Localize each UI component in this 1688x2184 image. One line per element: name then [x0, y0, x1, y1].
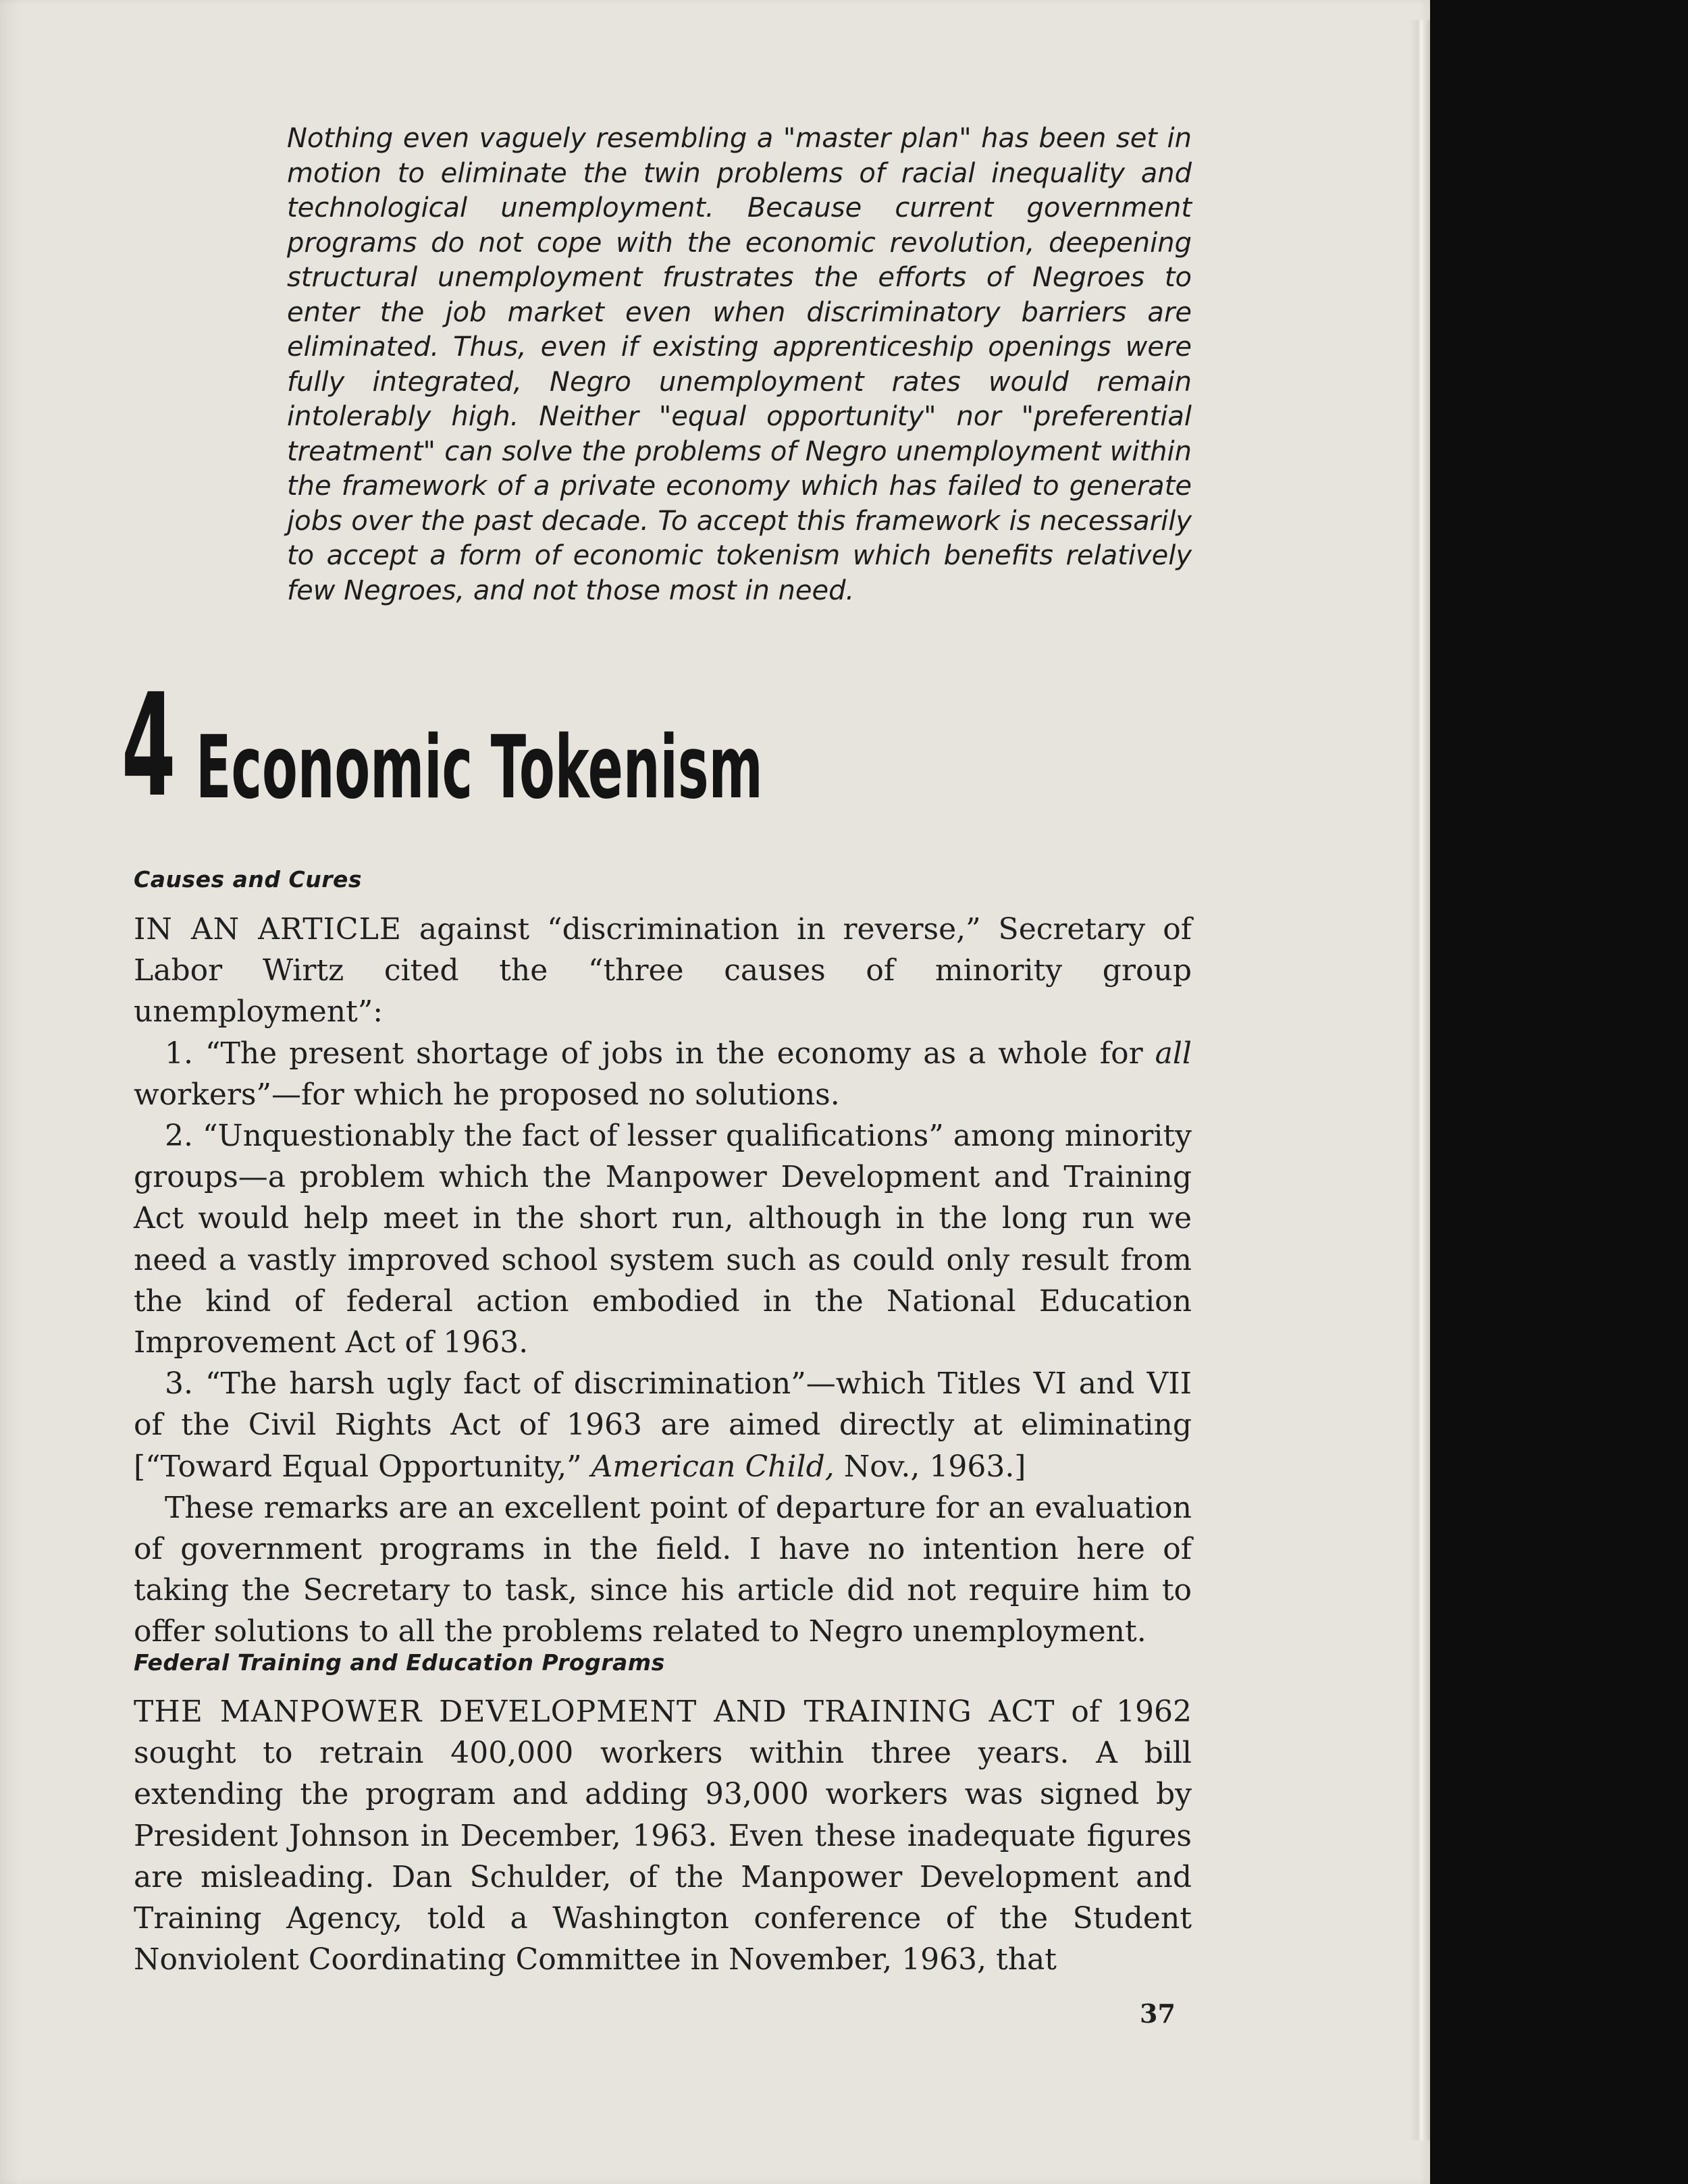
- spine-shadow: [0, 0, 20, 2184]
- chapter-title: Economic Tokenism: [196, 718, 763, 818]
- paragraph-1: [134, 909, 1192, 1033]
- page-edge: [1410, 20, 1430, 2140]
- chapter-heading: [122, 663, 1140, 828]
- paragraph-text: Nov., 1963.]: [834, 1449, 1026, 1484]
- section-heading-federal: Federal Training and Education Programs: [134, 1649, 665, 1676]
- chapter-number: 4: [122, 663, 176, 828]
- paragraph-cause-2: 2. “Unquestionably the fact of lesser qualifications” among minority groups—a problem which the Manpower Development and Training Act would help meet in the short run, although in the long run we need a vastly improved school system such as could only result from the kind of federal action embodied in the National Education Improvement Act of 1963.: [134, 1119, 1192, 1360]
- paragraph-remarks: These remarks are an excellent point of departure for an evaluation of government programs in the field. I have no intention here of taking the Secretary to task, since his article did not require him to offer solutions to all the problems related to Negro unemployment.: [134, 1490, 1192, 1649]
- paragraph-lead-words: THE MANPOWER DEVELOPMENT AND TRAINING ACT: [134, 1695, 1055, 1729]
- intro-paragraph: Nothing even vaguely resembling a "master plan" has been set in motion to eliminate the twin problems of racial inequality and technological unemployment. Because current government programs do not cope with the economic revolution, deepening structural unemployment frustrates the efforts of Negroes to enter the job market even when discriminatory barriers are eliminated. Thus, even if existing apprenticeship openings were fully integrated, Negro unemployment rates would remain intolerably high. Neither "equal opportunity" nor "preferential treatment" can solve the problems of Negro unemployment within the framework of a private economy which has failed to generate jobs over the past decade. To accept this framework is necessarily to accept a form of economic tokenism which benefits relatively few Negroes, and not those most in need.: [287, 123, 1192, 606]
- section-body-federal: [134, 1691, 1192, 1980]
- paragraph-cause-3: [134, 1363, 1192, 1487]
- paragraph-text: against “discrimination in reverse,” Secretary of Labor Wirtz cited the “three causes of minority group unemployment”:: [134, 912, 1192, 1030]
- page-number: 37: [1140, 1998, 1176, 2029]
- emphasis-text: all: [1155, 1036, 1192, 1071]
- emphasis-text: American Child,: [591, 1449, 835, 1484]
- paragraph-text: workers”—for which he proposed no solutions.: [134, 1077, 840, 1112]
- section-body-causes: [134, 909, 1192, 1653]
- paragraph-text: 3. “The harsh ugly fact of discrimination”—which Titles VI and VII of the Civil Rights Act of 1963 are aimed directly at eliminating [“Toward Equal Opportunity,”: [134, 1366, 1192, 1484]
- section-heading-causes: Causes and Cures: [134, 866, 363, 893]
- paragraph-manpower: [134, 1691, 1192, 1980]
- paragraph-lead-words: IN AN ARTICLE: [134, 912, 402, 947]
- paragraph-cause-1: [134, 1033, 1192, 1115]
- paragraph-text: 1. “The present shortage of jobs in the economy as a whole for: [165, 1036, 1155, 1071]
- paragraph-text: of 1962 sought to retrain 400,000 workers within three years. A bill extending the program and adding 93,000 workers was signed by President Johnson in December, 1963. Even these inadequate figures are misleading. Dan Schulder, of the Manpower Development and Training Agency, told a Washington conference of the Student Nonviolent Coordinating Committee in November, 1963, that: [134, 1695, 1192, 1977]
